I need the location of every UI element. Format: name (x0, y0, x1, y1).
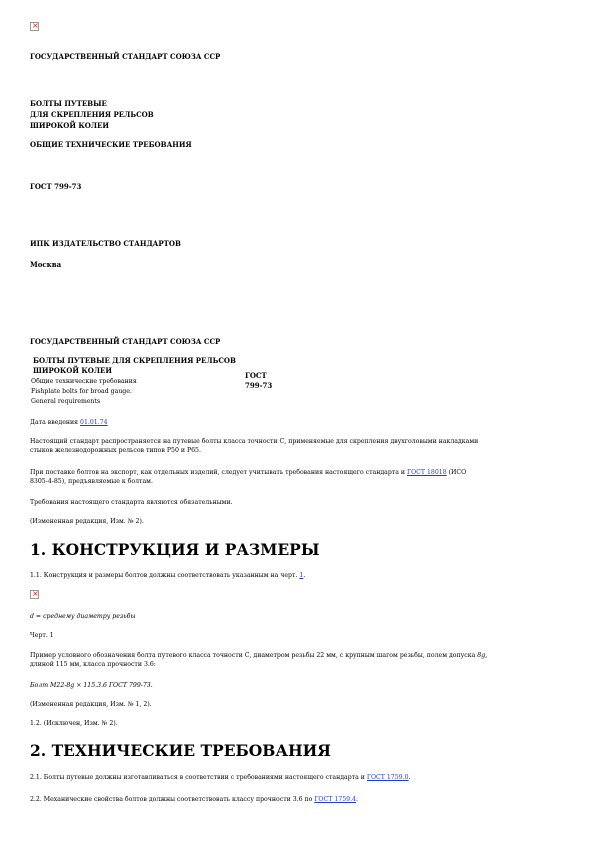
publisher: ИПК ИЗДАТЕЛЬСТВО СТАНДАРТОВ (30, 239, 181, 248)
cover-title-line-3: ШИРОКОЙ КОЛЕИ (30, 121, 109, 130)
cover-gost-code: ГОСТ 799-73 (30, 182, 82, 191)
block-en-title: Fishplate bolts for broad gauge. (31, 388, 132, 395)
example-tolerance: 8g (477, 652, 486, 659)
example-line-1 (30, 651, 487, 660)
gost-1759-4-link[interactable]: ГОСТ 1759.4 (314, 796, 356, 803)
block-title-1: БОЛТЫ ПУТЕВЫЕ ДЛЯ СКРЕПЛЕНИЯ РЕЛЬСОВ (33, 356, 236, 365)
date-line (30, 418, 108, 427)
intro-p2-text: При поставке болтов на экспорт, как отдельных изделий, следует учитывать требования настоящего стандарта и (30, 469, 407, 476)
date-link[interactable]: 01.01.74 (80, 419, 108, 426)
s2-p2-text: 2.2. Механические свойства болтов должны соответствовать классу прочности 3.6 по (30, 796, 315, 803)
block-gost-number: 799-73 (245, 381, 273, 390)
cover-header: ГОСУДАРСТВЕННЫЙ СТАНДАРТ СОЮЗА ССР (30, 52, 221, 61)
drawing-number: Черт. 1 (30, 632, 54, 639)
intro-paragraph-2-line-1 (30, 468, 466, 477)
section-1-paragraph-2: 1.2. (Исключен, Изм. № 2). (30, 720, 118, 727)
block-header: ГОСУДАРСТВЕННЫЙ СТАНДАРТ СОЮЗА ССР (30, 337, 221, 346)
section-2-paragraph-1 (30, 773, 411, 782)
section-2-heading: 2. ТЕХНИЧЕСКИЕ ТРЕБОВАНИЯ (30, 741, 331, 760)
cover-subtitle: ОБЩИЕ ТЕХНИЧЕСКИЕ ТРЕБОВАНИЯ (30, 140, 192, 149)
designation-example: Болт М22-8g × 115.3.6 ГОСТ 799-73. (30, 682, 153, 689)
s2-p2-post: . (355, 796, 358, 803)
broken-image-icon (30, 22, 39, 31)
block-en-subtitle: General requirements (31, 398, 101, 405)
block-ru-subtitle: Общие технические требования (31, 378, 137, 385)
intro-paragraph-1-line-2: стыков железнодорожных рельсов типов Р50 и Р65. (30, 447, 201, 454)
intro-paragraph-3: Требования настоящего стандарта являются обязательными. (30, 499, 233, 506)
section-2-paragraph-2 (30, 795, 358, 804)
s2-p1-text: 2.1. Болты путевые должны изготавливаться в соответствии с требованиями настоящего стандарта и (30, 774, 367, 781)
intro-paragraph-4: (Измененная редакция, Изм. № 2). (30, 518, 144, 525)
date-label: Дата введения (30, 419, 79, 426)
s1-p1-text: 1.1. Конструкция и размеры болтов должны соответствовать указанным на черт. (30, 572, 300, 579)
cover-title-line-1: БОЛТЫ ПУТЕВЫЕ (30, 99, 107, 108)
s1-p1-post: . (303, 572, 306, 579)
intro-paragraph-1-line-1: Настоящий стандарт распространяется на путевые болты класса точности С, применяемые для скрепления двухголовыми накладками (30, 438, 479, 445)
drawing-broken-image-icon (30, 590, 39, 599)
block-gost-label: ГОСТ (245, 371, 267, 380)
s2-p1-post: . (408, 774, 411, 781)
section-1-amendment: (Измененная редакция, Изм. № 1, 2). (30, 701, 152, 708)
gost-1759-0-link[interactable]: ГОСТ 1759.0 (366, 774, 409, 781)
intro-p2-post: (ИСО (446, 469, 467, 476)
drawing-1-link[interactable]: 1 (299, 572, 304, 579)
city: Москва (30, 260, 62, 269)
example-text: Пример условного обозначения болта путевого класса точности С, диаметром резьбы 22 мм, с крупным шагом резьбы, полем допуска (30, 652, 478, 659)
example-line-2: длиной 115 мм, класса прочности 3.6: (30, 661, 156, 668)
intro-paragraph-2-line-2: 8305-4-85), предъявляемые к болтам. (30, 478, 153, 485)
block-title-2: ШИРОКОЙ КОЛЕИ (33, 366, 112, 375)
drawing-caption: d = среднему диаметру резьбы (30, 613, 136, 620)
section-1-heading: 1. КОНСТРУКЦИЯ И РАЗМЕРЫ (30, 540, 320, 559)
gost-18018-link[interactable]: ГОСТ 18018 (406, 469, 447, 476)
section-1-paragraph-1 (30, 571, 305, 580)
example-post: , (485, 652, 488, 659)
cover-title-line-2: ДЛЯ СКРЕПЛЕНИЯ РЕЛЬСОВ (30, 110, 154, 119)
